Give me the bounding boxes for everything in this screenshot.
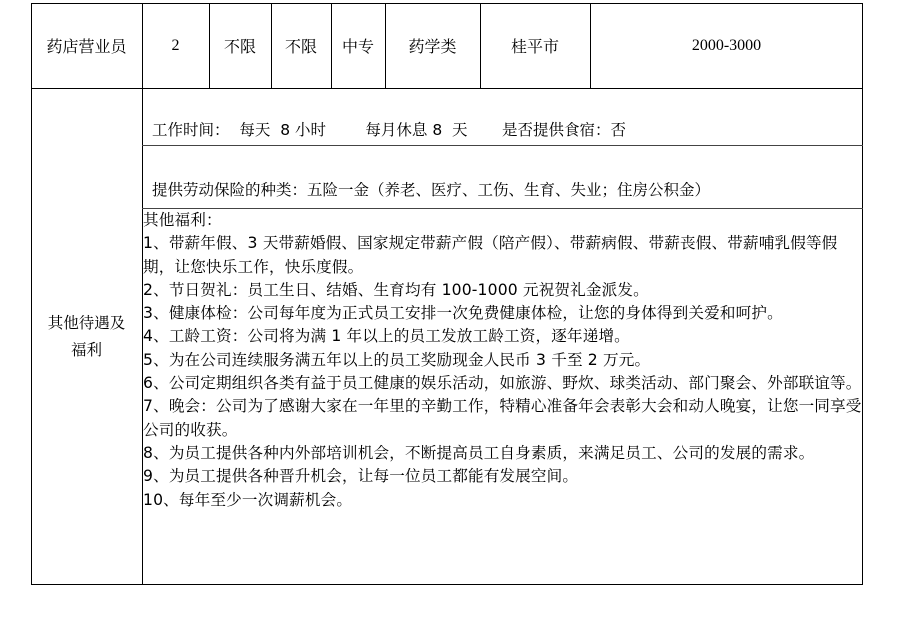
welfare-label-cell [31,88,142,585]
benefit-item: 5、为在公司连续服务满五年以上的员工奖励现金人民币 3 千至 2 万元。 [143,350,651,369]
benefit-item: 8、为员工提供各种内外部培训机会，不断提高员工自身素质，来满足员工、公司的发展的需求。 [143,443,815,462]
row-divider [142,145,863,146]
major-cell: 药学类 [408,37,457,56]
other-benefits-title: 其他福利： [143,211,222,229]
work-time-line: 工作时间： 每天 8 小时 每月休息 8 天 是否提供食宿：否 [152,121,627,139]
location-cell: 桂平市 [510,37,559,56]
benefit-item: 4、工龄工资：公司将为满 1 年以上的员工发放工龄工资，逐年递增。 [143,327,630,346]
salary-cell: 2000-3000 [691,36,762,54]
table-bottom-border [31,584,863,585]
job-posting-table [31,3,863,585]
benefit-item: 6、公司定期组织各类有益于员工健康的娱乐活动，如旅游、野炊、球类活动、部门聚会、外部联谊等。 [143,374,862,393]
headcount-cell: 2 [171,36,180,54]
benefit-item: 9、为员工提供各种晋升机会，让每一位员工都能有发展空间。 [143,467,579,486]
education-cell: 中专 [341,37,374,56]
position-cell: 药店营业员 [46,37,127,56]
gender-cell: 不限 [223,37,256,56]
benefit-item: 7、晚会：公司为了感谢大家在一年里的辛勤工作，特精心准备年会表彰大会和动人晚宴，让您一同享受公司的收获。 [143,397,862,439]
benefit-item: 1、带薪年假、3 天带薪婚假、国家规定带薪产假（陪产假）、带薪病假、带薪丧假、带薪哺乳假等假期，让您快乐工作，快乐度假。 [143,234,838,276]
insurance-line: 提供劳动保险的种类：五险一金（养老、医疗、工伤、生育、失业；住房公积金） [152,181,711,199]
row-divider [31,88,863,89]
benefit-item: 10、每年至少一次调薪机会。 [143,490,353,509]
welfare-label-line2: 福利 [70,340,102,359]
age-cell: 不限 [284,37,317,56]
benefit-item: 3、健康体检：公司每年度为正式员工安排一次免费健康体检，让您的身体得到关爱和呵护。 [143,304,783,323]
other-benefits-block [143,209,863,512]
benefit-item: 2、节日贺礼：员工生日、结婚、生育均有 100-1000 元祝贺礼金派发。 [143,280,649,299]
welfare-label-line1: 其他待遇及 [47,313,126,332]
